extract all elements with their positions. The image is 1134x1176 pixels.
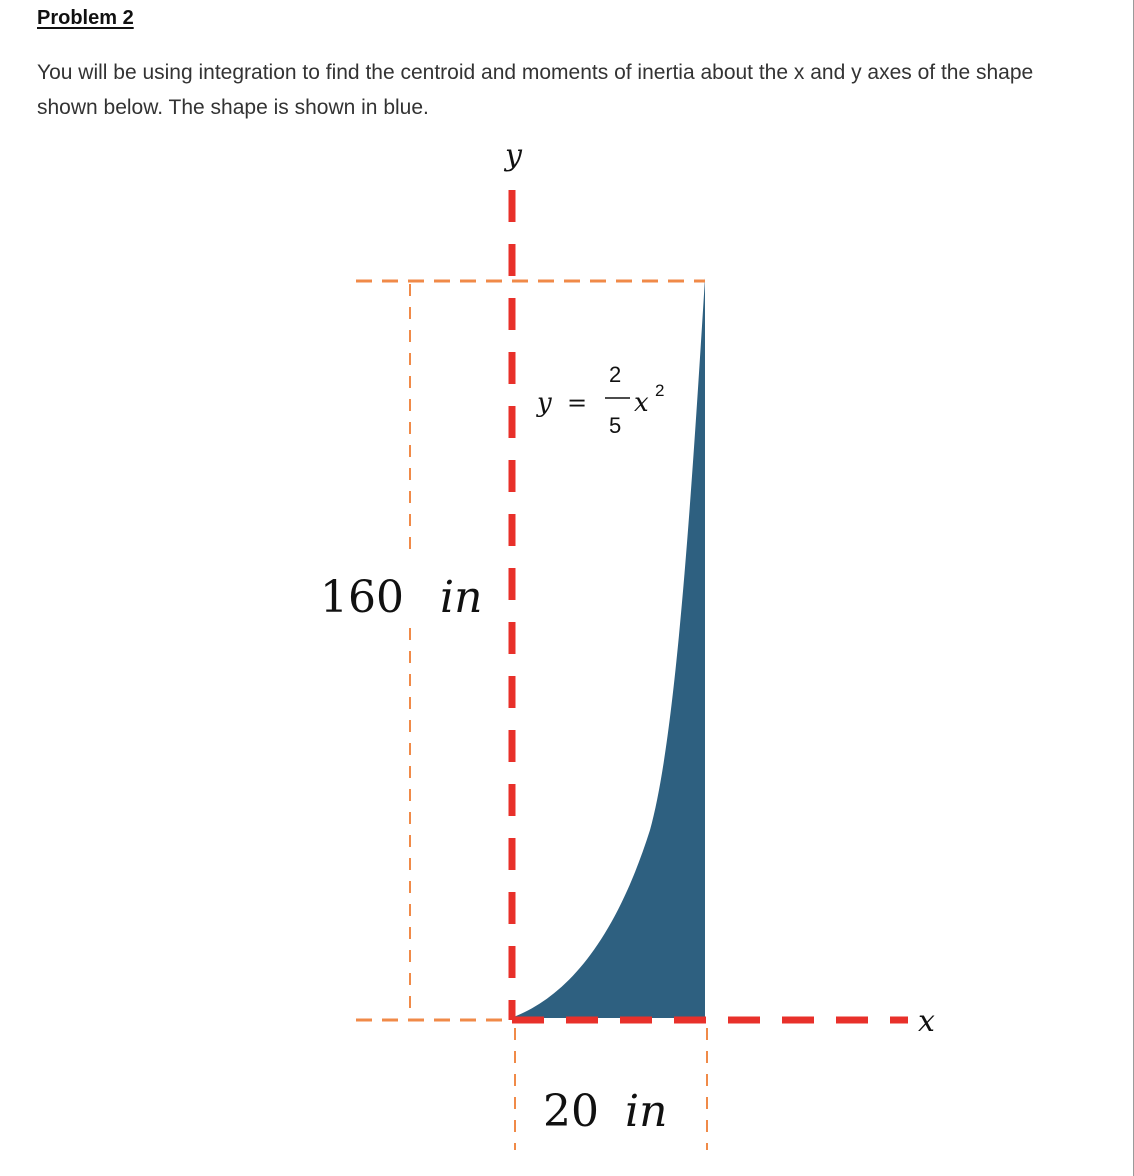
width-dimension-label [543, 1086, 667, 1137]
height-unit: in [440, 572, 483, 623]
height-dimension-label [320, 572, 482, 623]
equation-variable: x [634, 388, 649, 418]
problem-title: Problem 2 [37, 7, 134, 29]
equation-numerator: 2 [609, 362, 622, 387]
equation-equals: = [567, 389, 588, 417]
equation-label [536, 362, 664, 438]
equation-exponent: 2 [655, 381, 665, 400]
problem-description: You will be using integration to find the centroid and moments of inertia about the x and y axes of the shape shown below. The shape is shown in blue. [37, 61, 1034, 119]
equation-lhs: y [537, 388, 552, 418]
equation-denominator: 5 [609, 413, 622, 438]
y-axis-label: y [505, 138, 522, 173]
x-axis-label: x [918, 1004, 935, 1039]
width-value: 20 [543, 1086, 599, 1137]
height-value: 160 [320, 572, 404, 623]
width-unit: in [625, 1086, 668, 1137]
